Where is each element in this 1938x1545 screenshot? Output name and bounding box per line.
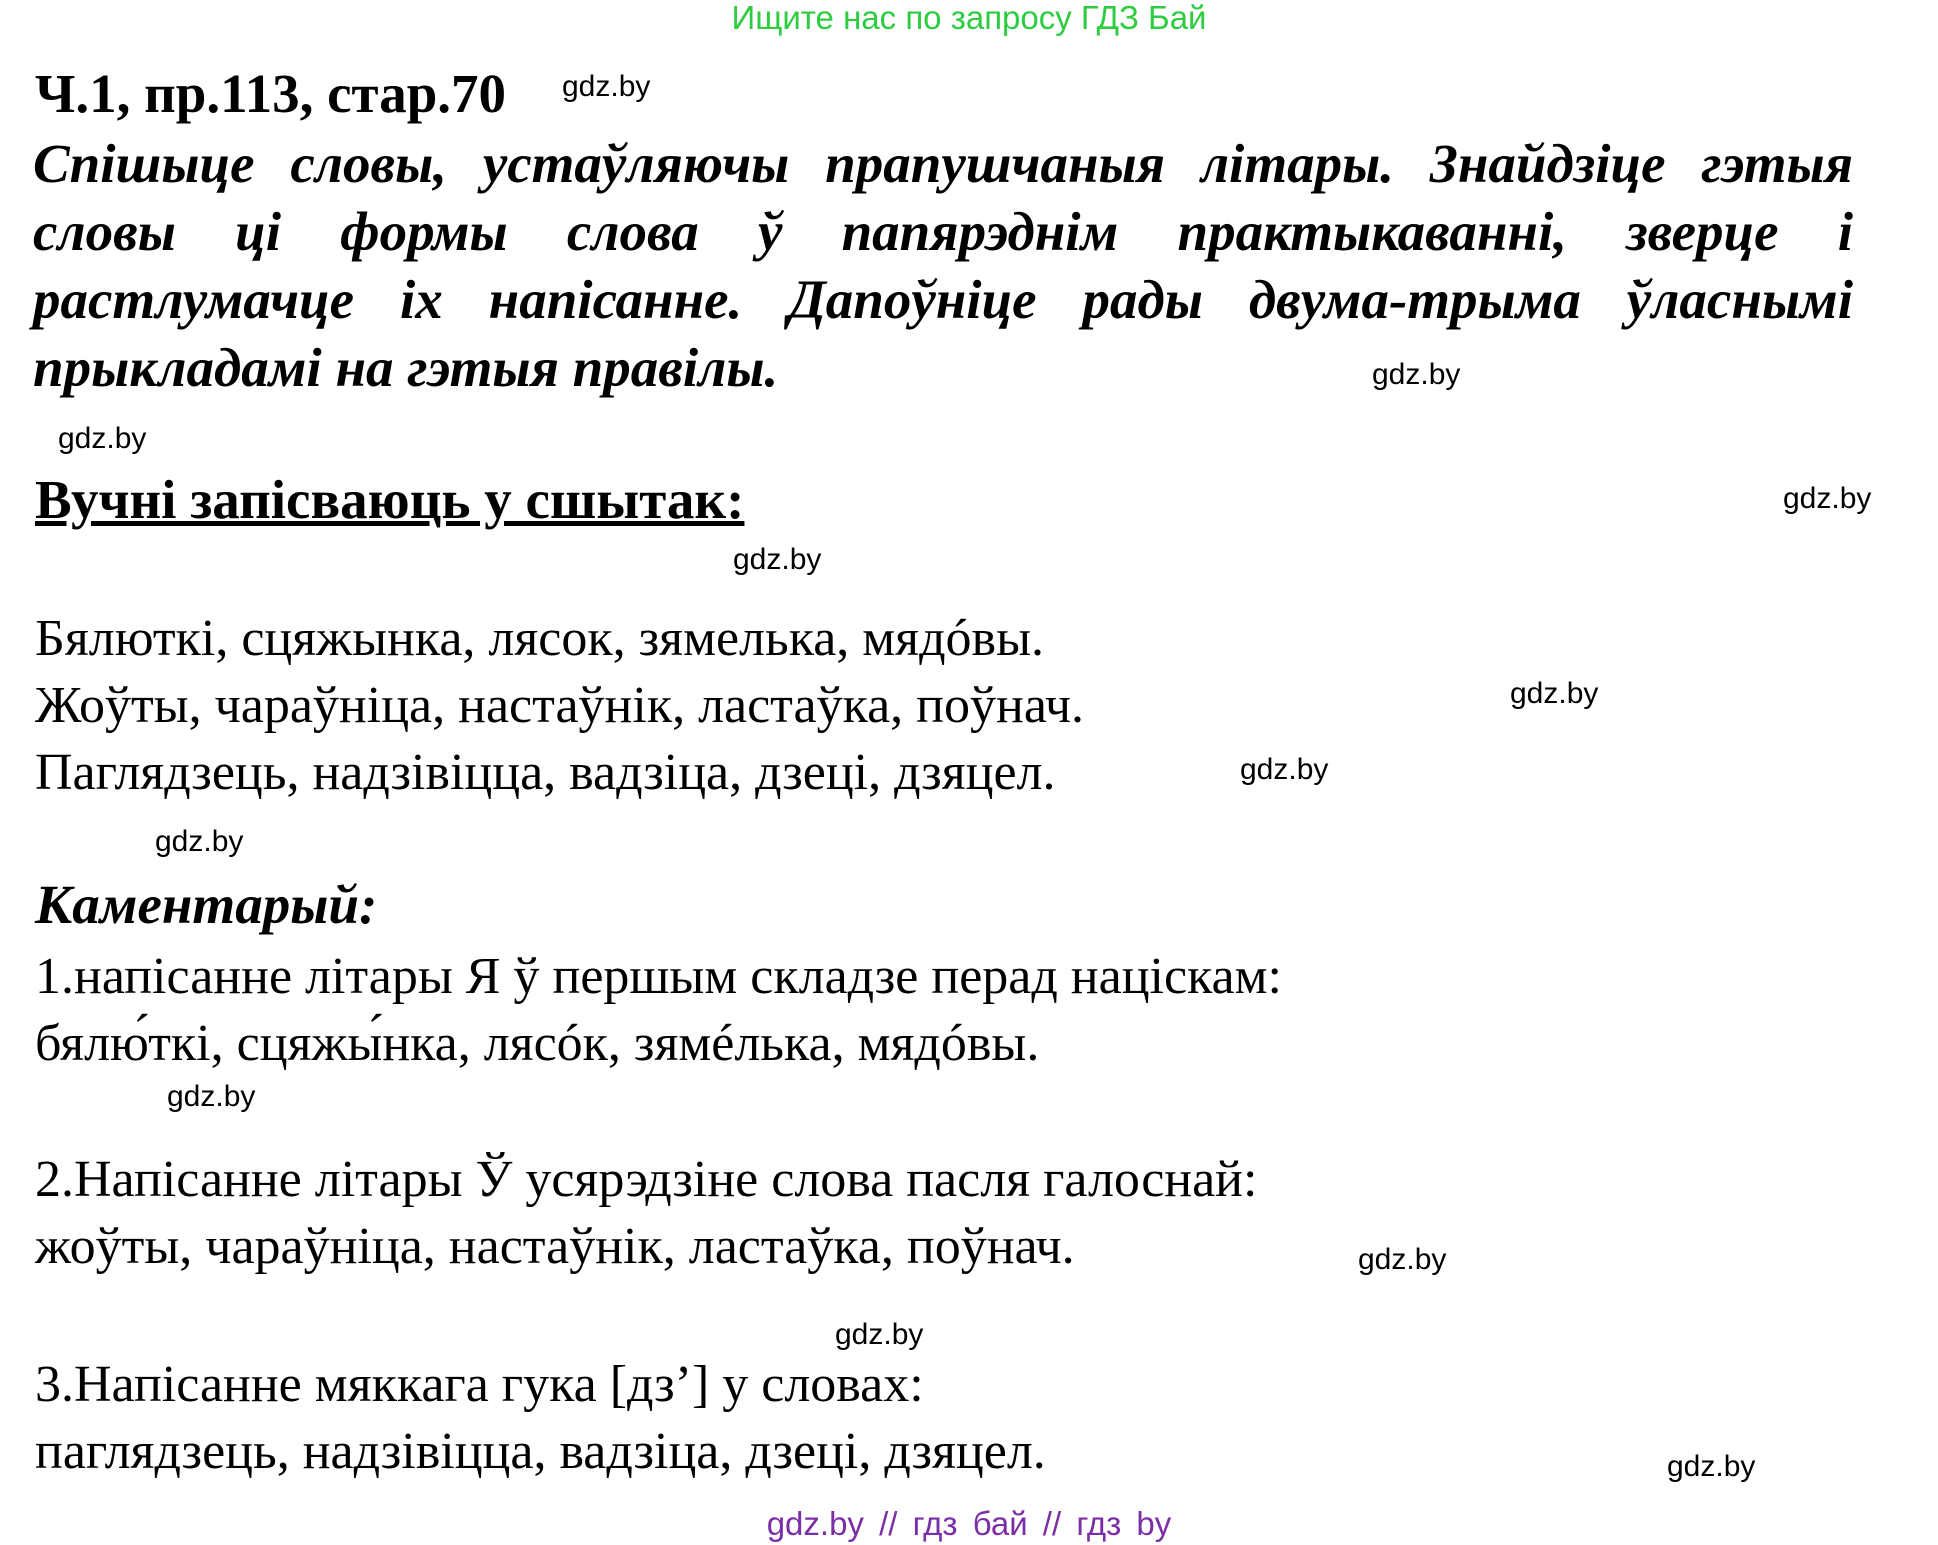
page-title: Ч.1, пр.113, стар.70 (35, 63, 507, 124)
watermark: gdz.by (562, 70, 651, 103)
watermark: gdz.by (1783, 482, 1872, 515)
answer-line: Паглядзець, надзівіцца, вадзіца, дзеці, дзяцел. (35, 744, 1056, 801)
watermark: gdz.by (58, 422, 147, 455)
watermark: gdz.by (1510, 677, 1599, 710)
watermark: gdz.by (733, 543, 822, 576)
top-banner: Ищите нас по запросу ГДЗ Бай (731, 0, 1207, 36)
task-line: словы ці формы слова ў папярэднім практыкаванні, зверце і (33, 201, 1853, 262)
task-text (33, 130, 1853, 402)
comment-examples: бялю́ткі, сцяжы́нка, лясóк, зямéлька, мядóвы. (35, 1015, 1040, 1072)
comment-rule: 2.Напісанне літары Ў усярэдзіне слова пасля галоснай: (35, 1151, 1258, 1208)
comment-examples: жоўты, чараўніца, настаўнік, ластаўка, поўнач. (35, 1218, 1075, 1275)
section-heading: Вучні запісваюць у сшытак: (35, 469, 745, 530)
comment-heading: Каментарый: (35, 874, 378, 935)
watermark: gdz.by (835, 1318, 924, 1351)
watermark: gdz.by (1372, 358, 1461, 391)
task-line: прыкладамі на гэтыя правілы. (33, 337, 779, 398)
answer-line: Жоўты, чараўніца, настаўнік, ластаўка, поўнач. (35, 677, 1084, 734)
footer-links: gdz.by // гдз бай // гдз by (766, 1505, 1172, 1542)
task-line: растлумачце іх напісанне. Дапоўніце рады двума-трыма ўласнымі (33, 269, 1853, 330)
watermark: gdz.by (155, 825, 244, 858)
answer-line: Бялюткі, сцяжынка, лясок, зямелька, мядóвы. (35, 610, 1045, 667)
comment-examples: паглядзець, надзівіцца, вадзіца, дзеці, дзяцел. (35, 1423, 1046, 1480)
watermark: gdz.by (1667, 1450, 1756, 1483)
watermark: gdz.by (167, 1080, 256, 1113)
watermark: gdz.by (1240, 753, 1329, 786)
comment-rule: 3.Напісанне мяккага гука [дз’] у словах: (35, 1356, 924, 1413)
watermark: gdz.by (1358, 1243, 1447, 1276)
task-line: Спішыце словы, устаўляючы прапушчаныя літары. Знайдзіце гэтыя (33, 133, 1853, 194)
comment-rule: 1.напісанне літары Я ў першым складзе перад націскам: (35, 948, 1282, 1005)
